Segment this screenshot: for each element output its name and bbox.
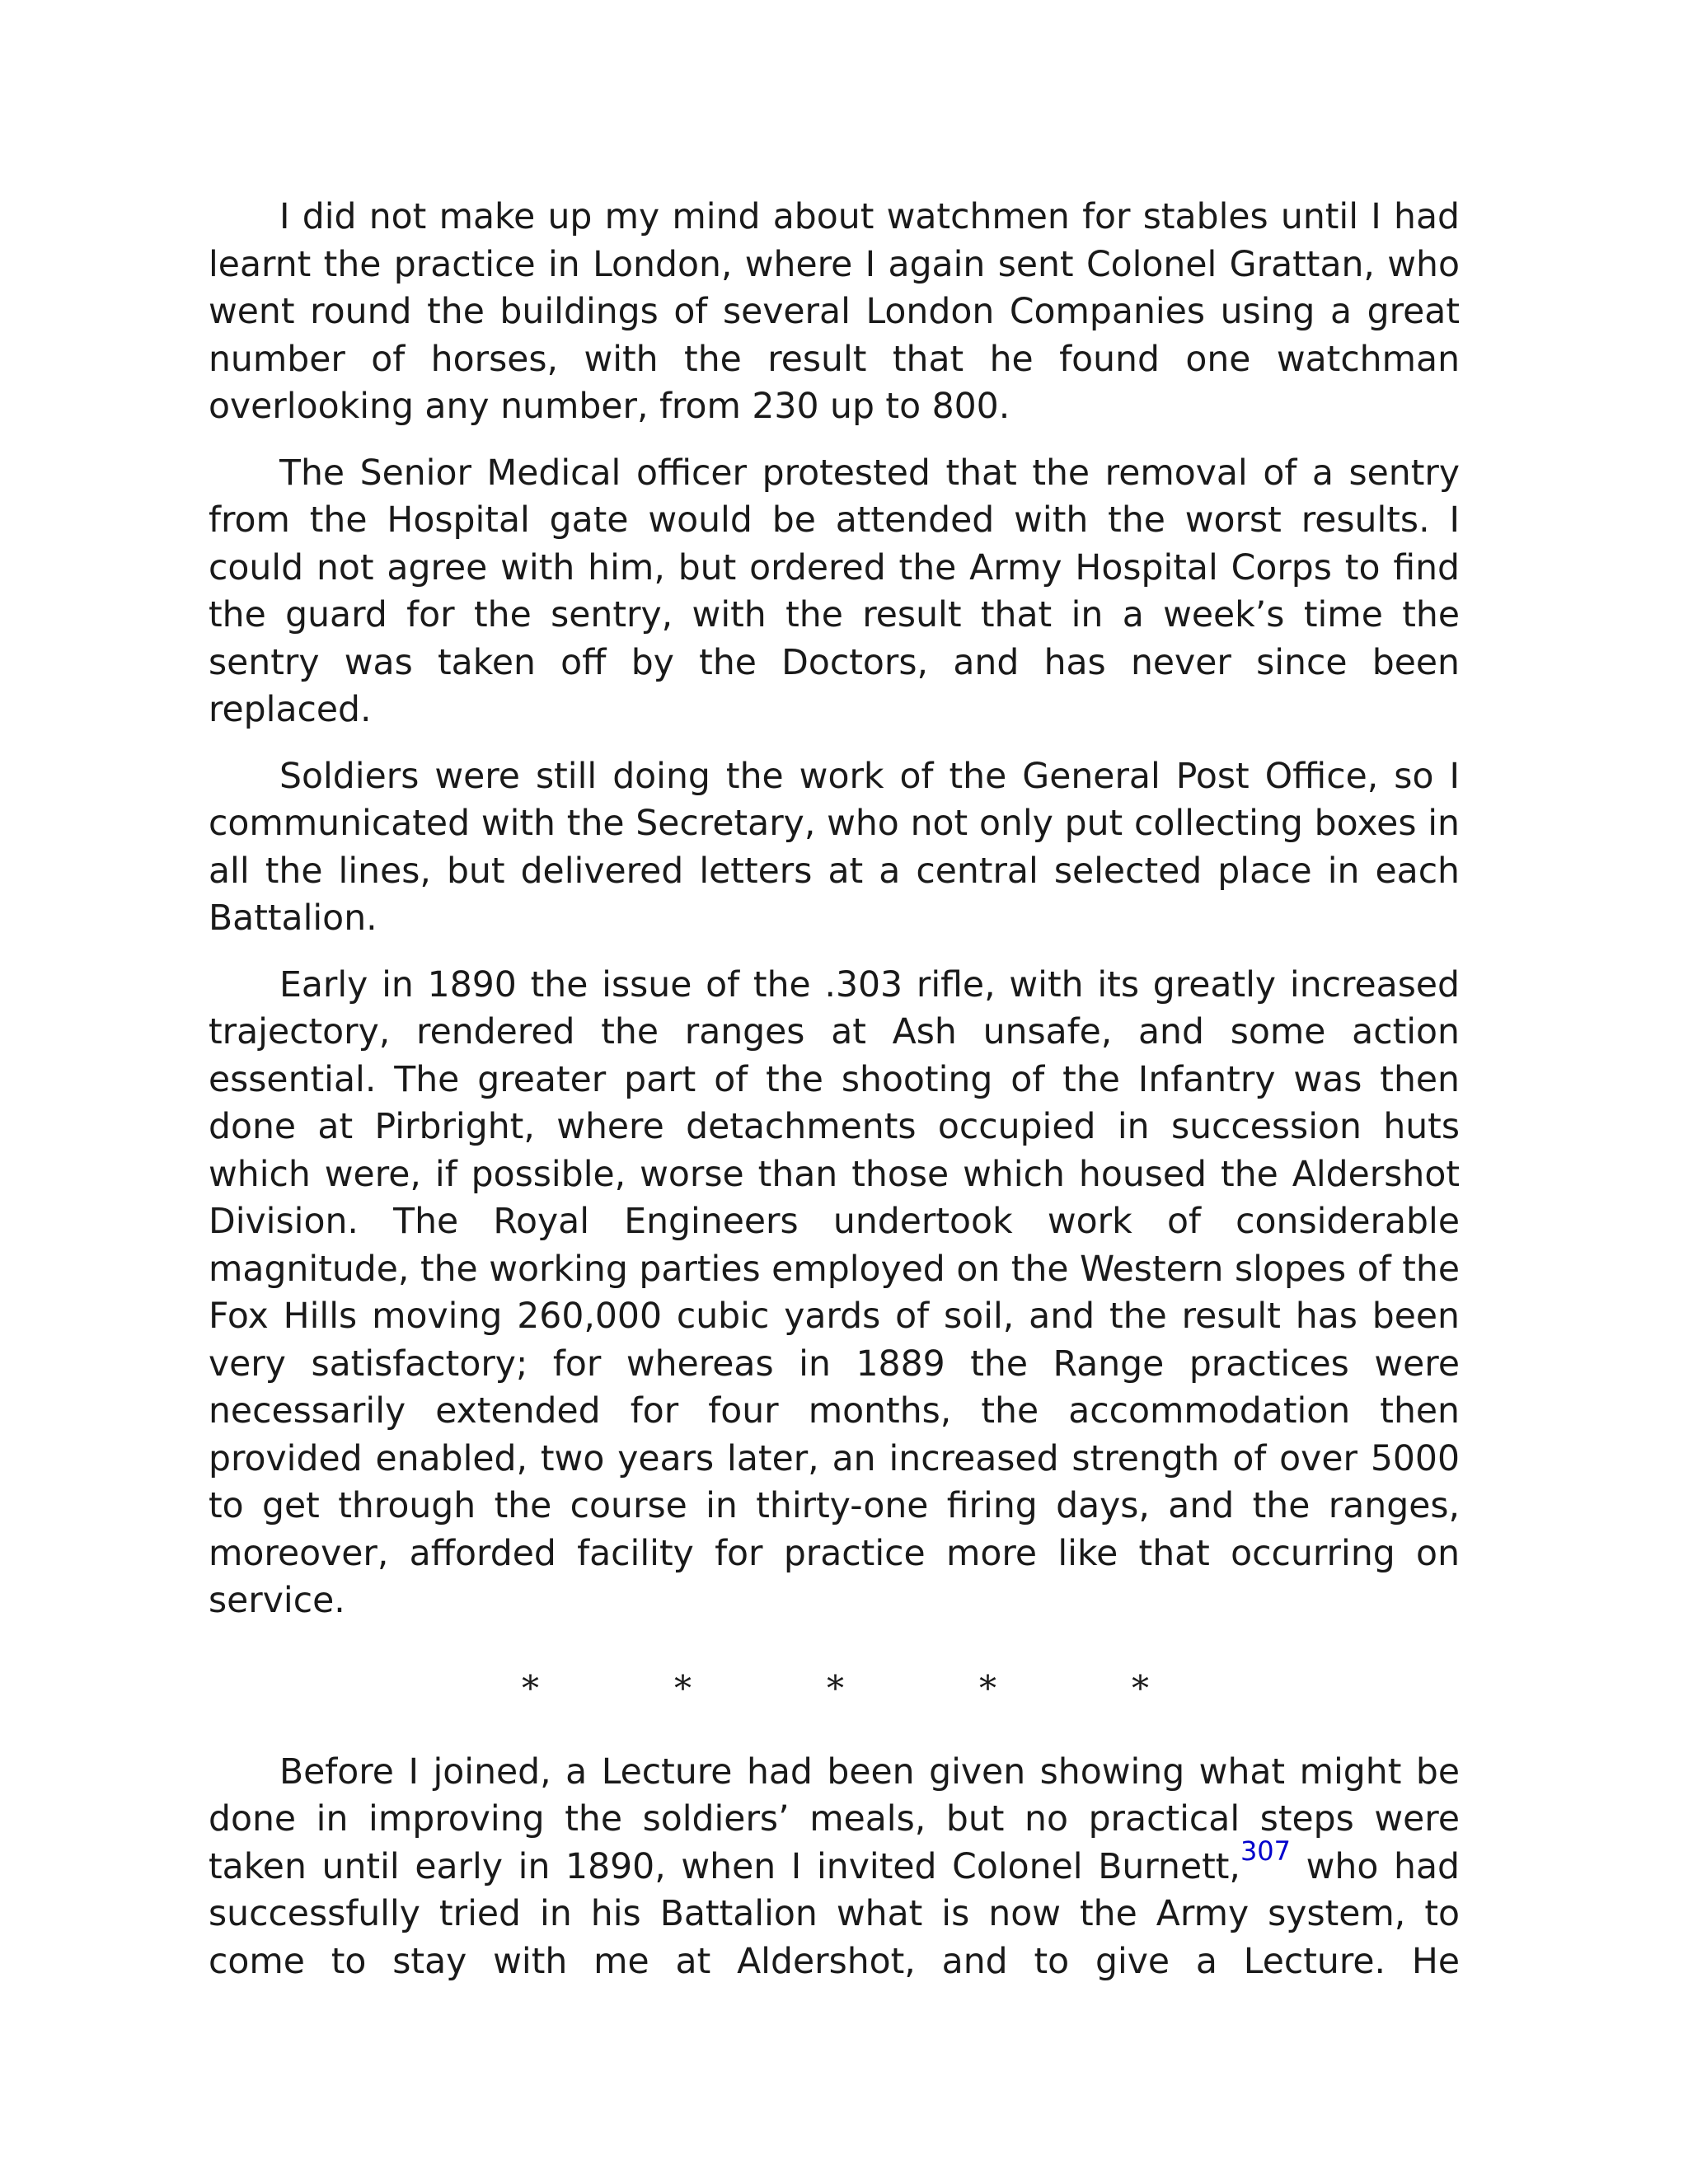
paragraph-soldiers-meals xyxy=(209,1749,1460,1986)
paragraph-post-office: Soldiers were still doing the work of the General Post Office, so I communicated with the Secretary, who not only put collecting boxes in all the lines, but delivered letters at a central selected place in each Battalion. xyxy=(209,756,1460,939)
separator-star: * xyxy=(827,1667,844,1708)
paragraph-text-after-ref: who had successfully tried in his Battalion what is now the Army system, to come to stay with me at Aldershot, and to give a Lecture. He xyxy=(209,1846,1460,1982)
section-separator xyxy=(522,1665,1460,1712)
paragraph-text-before-ref: Before I joined, a Lecture had been given showing what might be done in improving the soldiers’ meals, but no practical steps were taken until early in 1890, when I invited Colonel Burnett, xyxy=(209,1751,1460,1887)
separator-star: * xyxy=(1132,1667,1149,1708)
separator-star: * xyxy=(522,1667,539,1708)
paragraph-watchmen: I did not make up my mind about watchmen for stables until I had learnt the practice in London, where I again sent Colonel Grattan, who went round the buildings of several London Companies using a great number of horses, with the result that he found one watchman overlooking any number, from 230 up to 800. xyxy=(209,197,1460,427)
separator-star: * xyxy=(674,1667,692,1708)
paragraph-hospital-sentry: The Senior Medical officer protested that the removal of a sentry from the Hospital gate would be attended with the worst results. I could not agree with him, but ordered the Army Hospital Corps to find the guard for the sentry, with the result that in a week’s time the sentry was taken off by the Doctors, and has never since been replaced. xyxy=(209,452,1460,730)
page-body xyxy=(209,194,1460,2004)
paragraph-rifle-ranges: Early in 1890 the issue of the .303 rifle, with its greatly increased trajectory, rendered the ranges at Ash unsafe, and some action essential. The greater part of the shooting of the Infantry was then done at Pirbright, where detachments occupied in succession huts which were, if possible, worse than those which housed the Aldershot Division. The Royal Engineers undertook work of considerable magnitude, the working parties employed on the Western slopes of the Fox Hills moving 260,000 cubic yards of soil, and the result has been very satisfactory; for whereas in 1889 the Range practices were necessarily extended for four months, the accommodation then provided enabled, two years later, an increased strength of over 5000 to get through the course in thirty-one firing days, and the ranges, moreover, afforded facility for practice more like that occurring on service. xyxy=(209,964,1460,1621)
separator-star: * xyxy=(979,1667,996,1708)
footnote-reference-link[interactable]: 307 xyxy=(1240,1835,1292,1867)
